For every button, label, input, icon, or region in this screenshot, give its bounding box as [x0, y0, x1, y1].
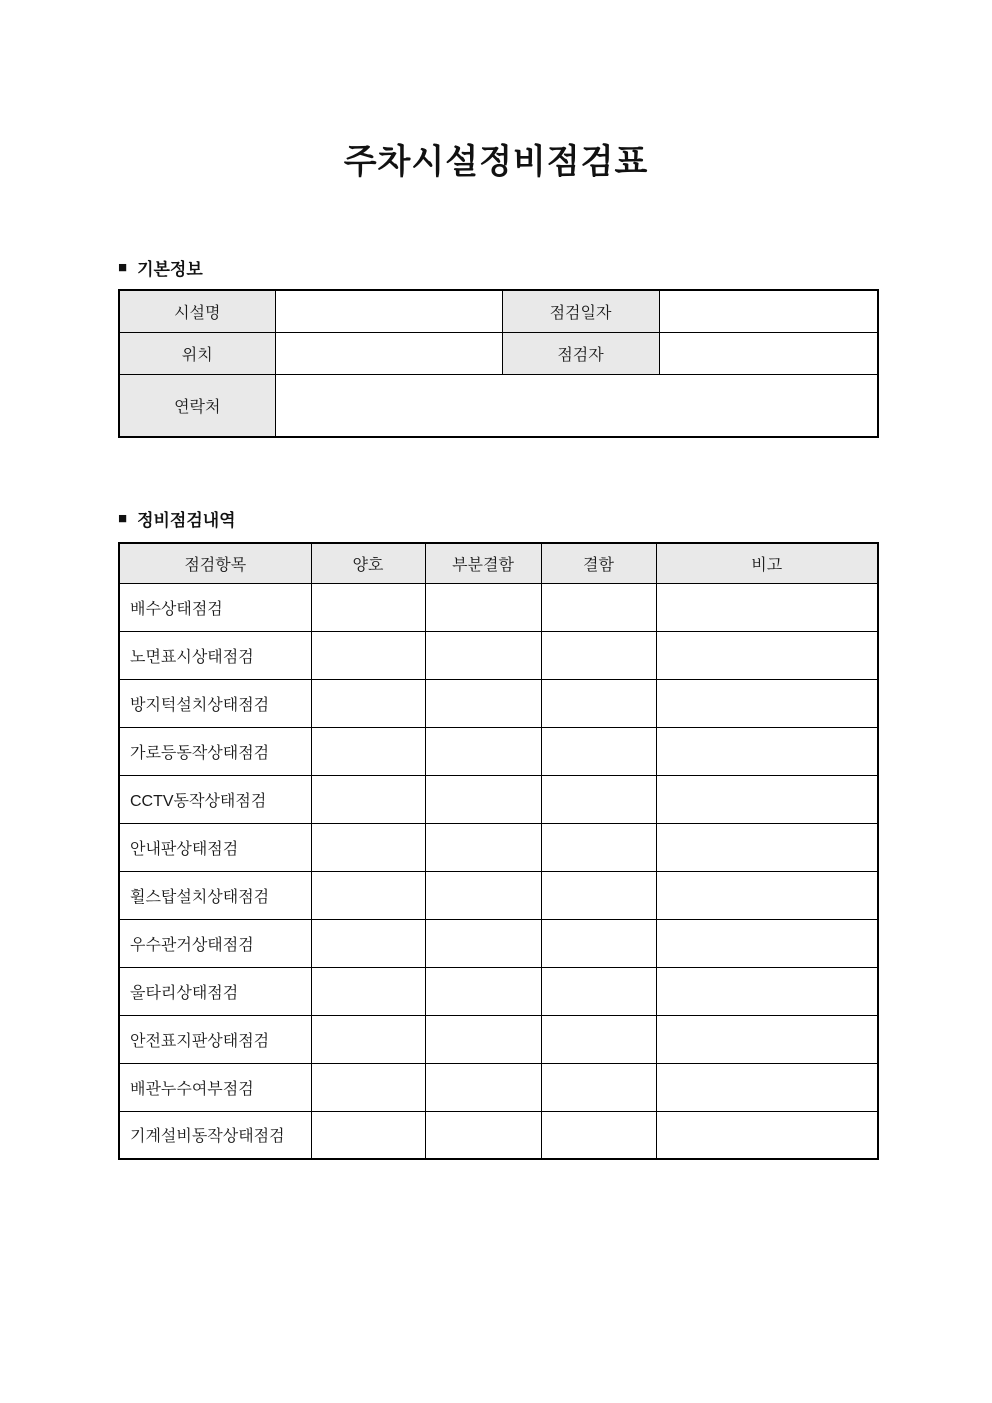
remarks-cell[interactable] [656, 1111, 878, 1159]
inspector-label: 점검자 [502, 332, 659, 374]
inspection-table [118, 542, 879, 1160]
contact-label: 연락처 [119, 374, 275, 437]
section-heading-label: 정비점검내역 [137, 511, 236, 530]
table-row [119, 727, 878, 775]
remarks-cell[interactable] [656, 871, 878, 919]
defect-check-cell[interactable] [541, 775, 656, 823]
defect-check-cell[interactable] [541, 871, 656, 919]
remarks-cell[interactable] [656, 631, 878, 679]
item-label-cell: 기계설비동작상태점검 [119, 1111, 311, 1159]
table-row [119, 967, 878, 1015]
table-row [119, 775, 878, 823]
partial-defect-check-cell[interactable] [425, 919, 541, 967]
facility-name-label: 시설명 [119, 290, 275, 332]
partial-defect-check-cell[interactable] [425, 583, 541, 631]
defect-check-cell[interactable] [541, 1063, 656, 1111]
item-label-cell: 휠스탑설치상태점검 [119, 871, 311, 919]
partial-defect-check-cell[interactable] [425, 823, 541, 871]
remarks-cell[interactable] [656, 583, 878, 631]
good-check-cell[interactable] [311, 1063, 425, 1111]
item-label-cell: 울타리상태점검 [119, 967, 311, 1015]
inspection-date-field[interactable] [659, 290, 878, 332]
item-label-cell: 방지턱설치상태점검 [119, 679, 311, 727]
item-label-cell: 우수관거상태점검 [119, 919, 311, 967]
facility-name-field[interactable] [275, 290, 502, 332]
partial-defect-check-cell[interactable] [425, 727, 541, 775]
remarks-cell[interactable] [656, 823, 878, 871]
good-check-cell[interactable] [311, 727, 425, 775]
partial-defect-check-cell[interactable] [425, 1111, 541, 1159]
basic-info-table [118, 289, 879, 438]
partial-defect-check-cell[interactable] [425, 871, 541, 919]
table-row [119, 583, 878, 631]
table-row [119, 919, 878, 967]
table-row [119, 1063, 878, 1111]
table-row [119, 290, 878, 332]
section-heading-inspection [118, 506, 236, 531]
defect-check-cell[interactable] [541, 583, 656, 631]
good-check-cell[interactable] [311, 967, 425, 1015]
table-row [119, 1111, 878, 1159]
item-label-cell: 안내판상태점검 [119, 823, 311, 871]
table-row [119, 1015, 878, 1063]
good-check-cell[interactable] [311, 775, 425, 823]
partial-defect-check-cell[interactable] [425, 775, 541, 823]
inspection-date-label: 점검일자 [502, 290, 659, 332]
square-bullet-icon: ■ [118, 259, 128, 276]
good-check-cell[interactable] [311, 1111, 425, 1159]
section-heading-basic-info [118, 255, 203, 280]
good-check-cell[interactable] [311, 583, 425, 631]
table-row [119, 823, 878, 871]
remarks-cell[interactable] [656, 1063, 878, 1111]
defect-check-cell[interactable] [541, 967, 656, 1015]
defect-check-cell[interactable] [541, 1111, 656, 1159]
column-header-defect: 결함 [541, 543, 656, 583]
defect-check-cell[interactable] [541, 679, 656, 727]
defect-check-cell[interactable] [541, 727, 656, 775]
column-header-partial-defect: 부분결함 [425, 543, 541, 583]
item-label-cell: 안전표지판상태점검 [119, 1015, 311, 1063]
good-check-cell[interactable] [311, 1015, 425, 1063]
partial-defect-check-cell[interactable] [425, 967, 541, 1015]
good-check-cell[interactable] [311, 631, 425, 679]
item-label-cell: 노면표시상태점검 [119, 631, 311, 679]
good-check-cell[interactable] [311, 679, 425, 727]
location-field[interactable] [275, 332, 502, 374]
defect-check-cell[interactable] [541, 1015, 656, 1063]
partial-defect-check-cell[interactable] [425, 631, 541, 679]
defect-check-cell[interactable] [541, 631, 656, 679]
partial-defect-check-cell[interactable] [425, 1015, 541, 1063]
item-label-cell: CCTV동작상태점검 [119, 775, 311, 823]
good-check-cell[interactable] [311, 871, 425, 919]
section-heading-label: 기본정보 [137, 260, 203, 279]
remarks-cell[interactable] [656, 967, 878, 1015]
remarks-cell[interactable] [656, 919, 878, 967]
table-row [119, 679, 878, 727]
good-check-cell[interactable] [311, 919, 425, 967]
remarks-cell[interactable] [656, 1015, 878, 1063]
remarks-cell[interactable] [656, 727, 878, 775]
page-title: 주차시설정비점검표 [343, 143, 649, 181]
defect-check-cell[interactable] [541, 823, 656, 871]
column-header-remarks: 비고 [656, 543, 878, 583]
item-label-cell: 배관누수여부점검 [119, 1063, 311, 1111]
partial-defect-check-cell[interactable] [425, 679, 541, 727]
location-label: 위치 [119, 332, 275, 374]
table-row [119, 332, 878, 374]
table-row [119, 374, 878, 437]
item-label-cell: 가로등동작상태점검 [119, 727, 311, 775]
partial-defect-check-cell[interactable] [425, 1063, 541, 1111]
good-check-cell[interactable] [311, 823, 425, 871]
remarks-cell[interactable] [656, 679, 878, 727]
table-header-row [119, 543, 878, 583]
remarks-cell[interactable] [656, 775, 878, 823]
square-bullet-icon: ■ [118, 510, 128, 527]
defect-check-cell[interactable] [541, 919, 656, 967]
column-header-item: 점검항목 [119, 543, 311, 583]
item-label-cell: 배수상태점검 [119, 583, 311, 631]
inspector-field[interactable] [659, 332, 878, 374]
column-header-good: 양호 [311, 543, 425, 583]
table-row [119, 871, 878, 919]
table-row [119, 631, 878, 679]
contact-field[interactable] [275, 374, 878, 437]
